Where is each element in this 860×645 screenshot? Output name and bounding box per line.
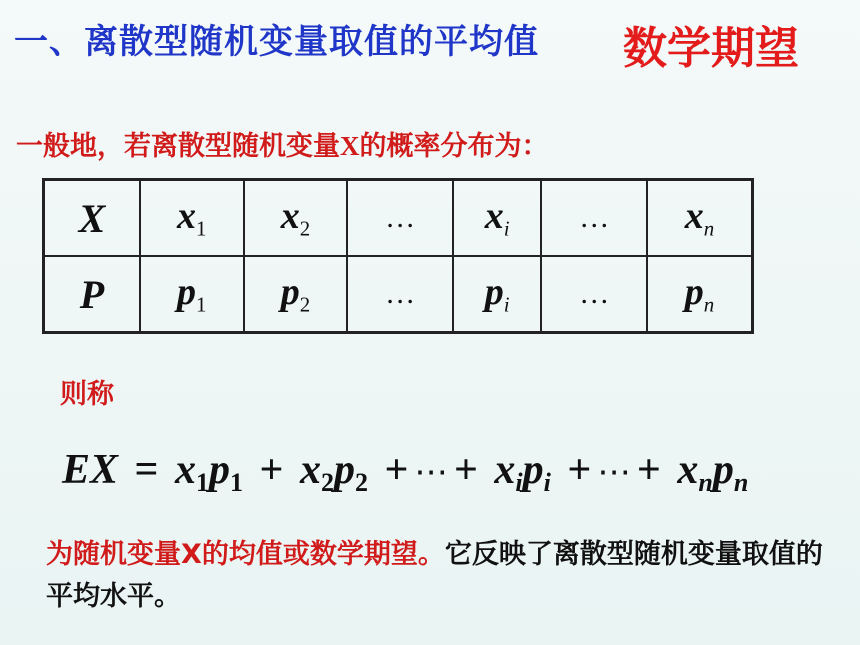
conclusion-red: 为随机变量X的均值或数学期望。 [46, 539, 445, 570]
conclusion-black: 它反映了离散型随机变量取值的平均水平。 [46, 539, 823, 612]
formula-equals: = [134, 447, 159, 493]
intro-text-pre: 一般地，若离散型随机变量 [16, 131, 340, 162]
formula-cdots: ⋯ [597, 454, 631, 491]
table-cell: $p_i$ [453, 256, 541, 333]
table-cell: $x_n$ [647, 180, 752, 257]
intro-text [16, 124, 549, 163]
table-row-x [44, 180, 753, 257]
table-cell: $p_1$ [140, 256, 244, 333]
formula-plus: + [636, 447, 661, 493]
formula-plus: + [384, 447, 409, 493]
table-cell: $p_2$ [244, 256, 348, 333]
table-header-p: P [44, 256, 140, 333]
formula-lhs: EX [62, 447, 119, 493]
table-cell: $p_n$ [647, 256, 752, 333]
conclusion-text [46, 534, 836, 618]
table-cell-ellipsis: … [347, 256, 453, 333]
table-cell: $x_i$ [453, 180, 541, 257]
table-cell-ellipsis: … [541, 256, 647, 333]
formula-plus: + [567, 447, 592, 493]
formula-plus: + [259, 447, 284, 493]
table-header-x: X [44, 180, 140, 257]
then-label: 则称 [60, 379, 114, 410]
table-cell-ellipsis: … [541, 180, 647, 257]
formula-cdots: ⋯ [414, 454, 448, 491]
formula-plus: + [453, 447, 478, 493]
formula-term-1: $x_1p_1$ [174, 447, 243, 497]
slide-title-accent: 数学期望 [623, 23, 799, 74]
intro-text-post: 的概率分布为： [359, 131, 549, 162]
distribution-table [42, 178, 754, 334]
table-cell-ellipsis: … [347, 180, 453, 257]
table-row-p [44, 256, 753, 333]
table-cell: $x_2$ [244, 180, 348, 257]
formula-term-n: $x_np_n$ [677, 447, 749, 497]
expectation-formula [62, 446, 748, 498]
table-cell: $x_1$ [140, 180, 244, 257]
formula-term-2: $x_2p_2$ [299, 447, 368, 497]
formula-term-i: $x_ip_i$ [494, 447, 551, 497]
slide-title: 一、离散型随机变量取值的平均值 [14, 22, 539, 62]
intro-variable: X [340, 131, 360, 161]
